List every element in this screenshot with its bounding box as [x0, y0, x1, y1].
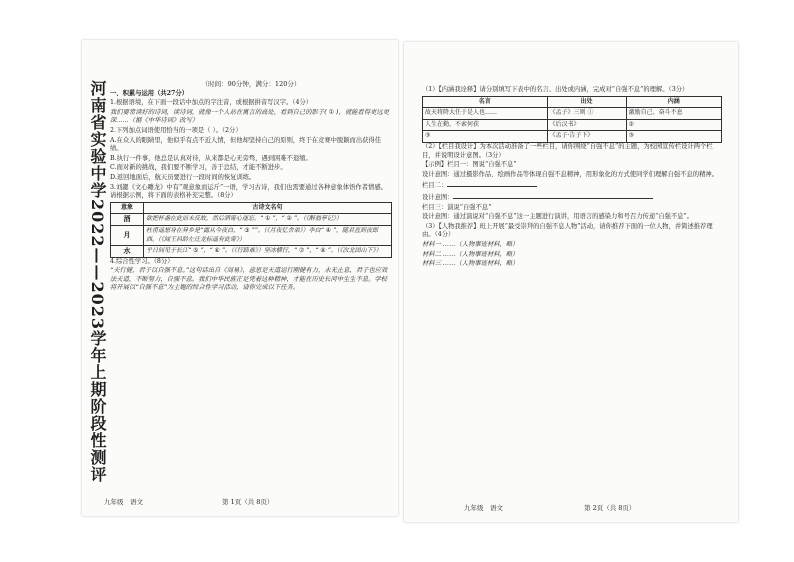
table-row	[111, 225, 392, 245]
question-4-text: “天行健，君子以自强不息。”这句话出自《周易》，意思是天道运行刚健有力，永无止息，君子也应效法天道，不断努力，自强不息。我们中华民族正是凭着这种精神，才能在历史长河中生生不息。学校将开展以“自强不息”为主题的综合性学习活动，请你完成以下任务。	[110, 267, 388, 292]
meaning-cell: ②	[626, 119, 721, 131]
quote-cell: 故天将降大任于是人也……	[423, 108, 548, 120]
question-4: 4.综合性学习。（8分）	[110, 257, 174, 265]
exam-page-1	[82, 40, 398, 516]
question-3: 3.刘勰《文心雕龙》中有“观意象而运斤”一语，学习古诗，我们也需要通过各种意象体悟作者情感。请根据示例，将下面的表格补充完整。（8分）	[110, 183, 387, 200]
material-3: 材料三 ……（人物事迹材料，略）	[422, 260, 519, 268]
section-heading: 一、积累与运用（共27分）	[110, 89, 189, 97]
column-2-label: 栏目二：	[422, 182, 448, 190]
source-cell: 《孟子·告子下》	[547, 131, 626, 143]
table-header-cell: 内涵	[626, 96, 721, 108]
poem-cell: 乎日间见于长江“ ⑤ ”，“ ⑥ ”。（《行路难》）坚冰横行，“ ⑦ ”，“ ⑧ ”。（《次北固山下》）	[144, 246, 392, 258]
exam-subtitle: （时间：90分钟，满分：120分）	[201, 80, 301, 88]
option-d: D.返回地面后，航天员要进行一段时间的恢复训练。	[110, 173, 256, 181]
table-header-cell: 意象	[111, 202, 144, 214]
page-number: 第 2页（共 8页）	[584, 504, 636, 512]
question-1: 1.根据语境，在下面一段话中加点的字注音，或根据拼音写汉字。（4分）	[110, 99, 313, 107]
imagery-cell: 水	[111, 246, 144, 258]
column-3-intent: 设计意图：通过演说对“自强不息”这一主题进行演讲，用语言的感染力和号召力传递“自强不息”。	[422, 213, 694, 221]
column-2-intent-line	[422, 192, 722, 203]
material-1: 材料一 ……（人物事迹材料，略）	[422, 240, 519, 248]
answer-blank[interactable]	[447, 180, 537, 187]
column-2-line	[422, 180, 722, 191]
table-header-row	[423, 96, 722, 108]
imagery-table	[110, 202, 392, 258]
table-row	[423, 108, 722, 120]
quote-table	[422, 96, 722, 143]
material-2: 材料二 ……（人物事迹材料，略）	[422, 250, 519, 258]
meaning-cell: 激励自己、奋斗不息	[626, 108, 721, 120]
answer-blank[interactable]	[453, 192, 653, 199]
source-cell: 《后汉书》	[547, 119, 626, 131]
exam-title: 河南省实验中学2022——2023学年上期阶段性测评	[88, 80, 107, 484]
option-a: A.在众人的眼睛里，他似乎有点不近人情，但他却坚持自己的原则，终于在竞赛中脱颖而出获得佳绩。	[110, 136, 382, 153]
option-c: C.面对新的挑战，我们要不断学习，善于总结，才能不断进步。	[110, 164, 287, 172]
page-footer-left: 九年级 语文	[104, 498, 143, 506]
task-2-design: 设计意图：通过摄影作品、绘画作品等体现自强不息精神，用形象化的方式使同学们理解自强不息的精神。	[422, 170, 718, 178]
imagery-cell: 月	[111, 225, 144, 245]
column-3: 栏目三：演说“自强不息”	[422, 203, 492, 211]
imagery-cell: 酒	[111, 214, 144, 226]
table-row	[423, 131, 722, 143]
question-2: 2.下列加点词语使用恰当的一项是（ ）。（2分）	[110, 126, 242, 134]
table-header-row	[111, 202, 392, 214]
column-2-intent-label: 设计意图：	[422, 193, 454, 201]
table-row	[111, 214, 392, 226]
table-row	[423, 119, 722, 131]
poem-cell: 欲把杯盏在此而未反故，然后酒寄心逐忘。“ ① ”，“ ② ”。（《醉翁亭记》）	[144, 214, 392, 226]
poem-cell: 杜甫遥想身在异乡是“露从今夜白，“ ③ ””。（《月夜忆舍弟》）李白“ ④ ”，随君直到夜郎西。（《闻王昌龄左迁龙标遥有此寄》）	[144, 225, 392, 245]
task-2: （2）【栏目我设计】为本次活动准备了一些栏目，请你围绕“自强不息”的主题，为校园宣传栏设计两个栏目，并说明设计意图。（3分）	[422, 142, 713, 159]
table-header-cell: 古诗文名句	[144, 202, 392, 214]
table-header-cell: 名言	[423, 96, 548, 108]
table-header-cell: 出处	[547, 96, 626, 108]
page-1-body	[110, 80, 392, 294]
page-2-body	[422, 86, 722, 270]
exam-page-2	[404, 42, 738, 522]
task-2-example: 【示例】栏目一：图说“自强不息”	[422, 161, 517, 169]
question-1-text: 我们要常读好的诗词，读诗词，就像一个人站在寓言的高处，看到自己的影子( ① )，就能看得更远更深……（据《中华诗词》改写）	[110, 108, 390, 125]
quote-cell: ③	[423, 131, 548, 143]
task-3: （3）【人物我推荐】班上开展“最受崇拜的自强不息人物”活动，请你推荐下面的一位人物，并简述推荐理由。（4分）	[422, 222, 713, 239]
table-row	[111, 246, 392, 258]
meaning-cell: ③	[626, 131, 721, 143]
option-b: B.执行一件事，他总是认真对待，从来都是心无旁骛，遇到困难不退缩。	[110, 154, 312, 162]
page-number: 第 1页（共 8页）	[222, 498, 274, 506]
page-footer-left: 九年级 语文	[464, 504, 503, 512]
quote-cell: 人生在勤，不索何获	[423, 119, 548, 131]
task-1: （1）【内涵我诠释】请分别填写下表中的名言、出处或内涵，完成对“自强不息”的理解。（3分）	[422, 86, 689, 93]
source-cell: 《孟子》三则 ①	[547, 108, 626, 120]
